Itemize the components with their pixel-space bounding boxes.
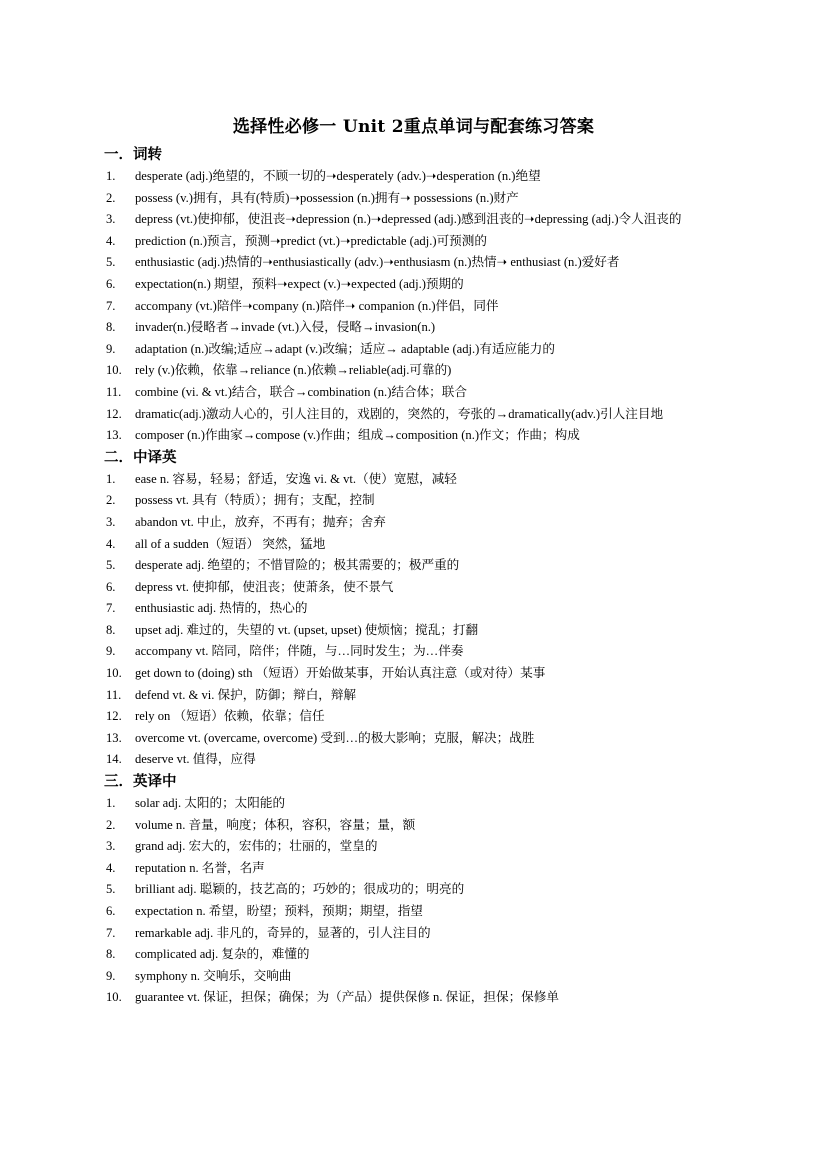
item-text: enthusiastic (adj.)热情的➝enthusiastically (adv.)➝enthusiasm (n.)热情➝ enthusiast (n.)爱好者 [135, 255, 620, 270]
item-text: possess (v.)拥有，具有(特质)➝possession (n.)拥有➝ possessions (n.)财产 [135, 190, 519, 205]
item-number: 13. [106, 730, 122, 745]
item-number: 2. [106, 190, 116, 205]
item-number: 8. [106, 320, 116, 335]
item-text: prediction (n.)预言，预测➝predict (vt.)➝predictable (adj.)可预测的 [135, 233, 487, 248]
item-text: upset adj. 难过的，失望的 vt. (upset, upset) 使烦恼；搅乱；打翻 [135, 622, 479, 637]
section-heading: 三．英译中 [104, 773, 177, 791]
list-item [104, 879, 724, 901]
list-item [104, 815, 724, 837]
item-text: expectation(n.) 期望，预料➝expect (v.)➝expected (adj.)预期的 [135, 276, 464, 291]
list-item [104, 166, 724, 188]
item-text: get down to (doing) sth （短语）开始做某事，开始认真注意（或对待）某事 [135, 666, 546, 681]
item-number: 11. [106, 384, 122, 399]
list-item [104, 252, 724, 274]
item-text: invader(n.)侵略者→invade (vt.)入侵，侵略→invasion(n.) [135, 320, 436, 335]
document-content [104, 144, 724, 1009]
item-number: 4. [106, 536, 116, 551]
list-item [104, 512, 724, 534]
item-text: guarantee vt. 保证，担保；确保；为（产品）提供保修 n. 保证，担保；保修单 [135, 990, 559, 1005]
item-number: 6. [106, 579, 116, 594]
item-number: 10. [106, 990, 122, 1005]
item-text: abandon vt. 中止，放弃，不再有；抛弃；舍弃 [135, 514, 386, 529]
item-number: 9. [106, 644, 116, 659]
item-number: 8. [106, 947, 116, 962]
item-number: 8. [106, 622, 116, 637]
item-number: 6. [106, 276, 116, 291]
item-text: accompany (vt.)陪伴➝company (n.)陪伴➝ companion (n.)伴侣，同伴 [135, 298, 499, 313]
item-text: adaptation (n.)改编;适应→adapt (v.)改编；适应→ adaptable (adj.)有适应能力的 [135, 341, 555, 356]
list-item [104, 534, 724, 556]
list-item [104, 987, 724, 1009]
item-text: accompany vt. 陪同，陪伴；伴随，与…同时发生；为…伴奏 [135, 644, 464, 659]
list-item [104, 469, 724, 491]
item-text: dramatic(adj.)激动人心的，引人注目的，戏剧的，突然的，夸张的→dramatically(adv.)引人注目地 [135, 406, 664, 421]
item-text: rely (v.)依赖，依靠→reliance (n.)依赖→reliable(adj.可靠的) [135, 363, 452, 378]
item-text: depress (vt.)使抑郁，使沮丧➝depression (n.)➝depressed (adj.)感到沮丧的➝depressing (adj.)令人沮丧的 [135, 212, 682, 227]
list-item [104, 425, 724, 447]
item-number: 3. [106, 212, 116, 227]
item-text: overcome vt. (overcame, overcome) 受到…的极大影响；克服，解决；战胜 [135, 730, 535, 745]
item-text: all of a sudden（短语） 突然，猛地 [135, 536, 326, 551]
item-text: desperate (adj.)绝望的，不顾一切的➝desperately (adv.)➝desperation (n.)绝望 [135, 169, 541, 183]
item-text: brilliant adj. 聪颖的，技艺高的；巧妙的；很成功的；明亮的 [135, 882, 465, 897]
item-text: depress vt. 使抑郁，使沮丧；使萧条，使不景气 [135, 579, 394, 594]
item-number: 10. [106, 666, 122, 681]
item-text: solar adj. 太阳的；太阳能的 [135, 796, 286, 811]
list-item [104, 360, 724, 382]
list-item [104, 231, 724, 253]
list-item [104, 923, 724, 945]
list-item [104, 274, 724, 296]
item-number: 7. [106, 298, 116, 313]
list-item [104, 296, 724, 318]
list-item [104, 685, 724, 707]
item-text: expectation n. 希望，盼望；预料，预期；期望，指望 [135, 904, 423, 918]
item-number: 1. [106, 471, 116, 486]
list-item [104, 901, 724, 923]
item-number: 3. [106, 839, 116, 854]
list-item [104, 490, 724, 512]
list-item [104, 836, 724, 858]
item-text: combine (vi. & vt.)结合，联合→combination (n.)结合体；联合 [135, 384, 467, 399]
list-item [104, 339, 724, 361]
list-item [104, 858, 724, 880]
item-number: 12. [106, 406, 122, 421]
item-text: remarkable adj. 非凡的，奇异的，显著的，引人注目的 [135, 925, 431, 940]
item-text: complicated adj. 复杂的，难懂的 [135, 947, 310, 962]
item-number: 7. [106, 925, 116, 940]
list-item [104, 209, 724, 231]
item-text: reputation n. 名誉，名声 [135, 860, 265, 875]
item-number: 2. [106, 817, 116, 832]
item-text: rely on （短语）依赖，依靠；信任 [135, 709, 325, 724]
list-item [104, 944, 724, 966]
item-number: 10. [106, 363, 122, 378]
list-item [104, 555, 724, 577]
item-number: 3. [106, 514, 116, 529]
item-number: 11. [106, 687, 122, 702]
item-text: volume n. 音量，响度；体积，容积，容量；量，额 [135, 817, 416, 832]
list-item [104, 728, 724, 750]
item-number: 13. [106, 428, 122, 443]
list-item [104, 188, 724, 210]
item-text: possess vt. 具有（特质）；拥有；支配，控制 [135, 493, 375, 508]
item-number: 4. [106, 233, 116, 248]
list-item [104, 706, 724, 728]
item-number: 4. [106, 860, 116, 875]
list-item [104, 577, 724, 599]
item-number: 12. [106, 709, 122, 724]
list-item [104, 317, 724, 339]
list-item [104, 749, 724, 771]
item-number: 7. [106, 601, 116, 616]
section-heading: 一．词转 [104, 146, 162, 163]
item-text: enthusiastic adj. 热情的，热心的 [135, 601, 308, 616]
list-item [104, 382, 724, 404]
item-text: deserve vt. 值得，应得 [135, 752, 256, 767]
page-title: 选择性必修一 Unit 2重点单词与配套练习答案 [232, 117, 595, 137]
item-number: 9. [106, 968, 116, 983]
list-item [104, 598, 724, 620]
item-number: 1. [106, 169, 116, 183]
item-number: 2. [106, 493, 116, 508]
item-number: 5. [106, 882, 116, 897]
item-text: grand adj. 宏大的，宏伟的；壮丽的，堂皇的 [135, 839, 378, 854]
item-number: 5. [106, 558, 116, 573]
list-item [104, 620, 724, 642]
item-text: symphony n. 交响乐，交响曲 [135, 968, 292, 983]
list-item [104, 663, 724, 685]
item-number: 1. [106, 796, 116, 811]
item-number: 6. [106, 904, 116, 918]
item-number: 5. [106, 255, 116, 270]
list-item [104, 793, 724, 815]
section-heading: 二．中译英 [104, 448, 177, 466]
item-text: defend vt. & vi. 保护，防御；辩白，辩解 [135, 687, 357, 702]
item-number: 9. [106, 341, 116, 356]
item-text: ease n. 容易，轻易；舒适，安逸 vi. & vt.（使）宽慰，减轻 [135, 471, 457, 486]
item-text: composer (n.)作曲家→compose (v.)作曲；组成→composition (n.)作文；作曲；构成 [135, 428, 580, 443]
list-item [104, 966, 724, 988]
item-number: 14. [106, 752, 122, 767]
item-text: desperate adj. 绝望的；不惜冒险的；极其需要的；极严重的 [135, 558, 460, 573]
list-item [104, 404, 724, 426]
list-item [104, 641, 724, 663]
